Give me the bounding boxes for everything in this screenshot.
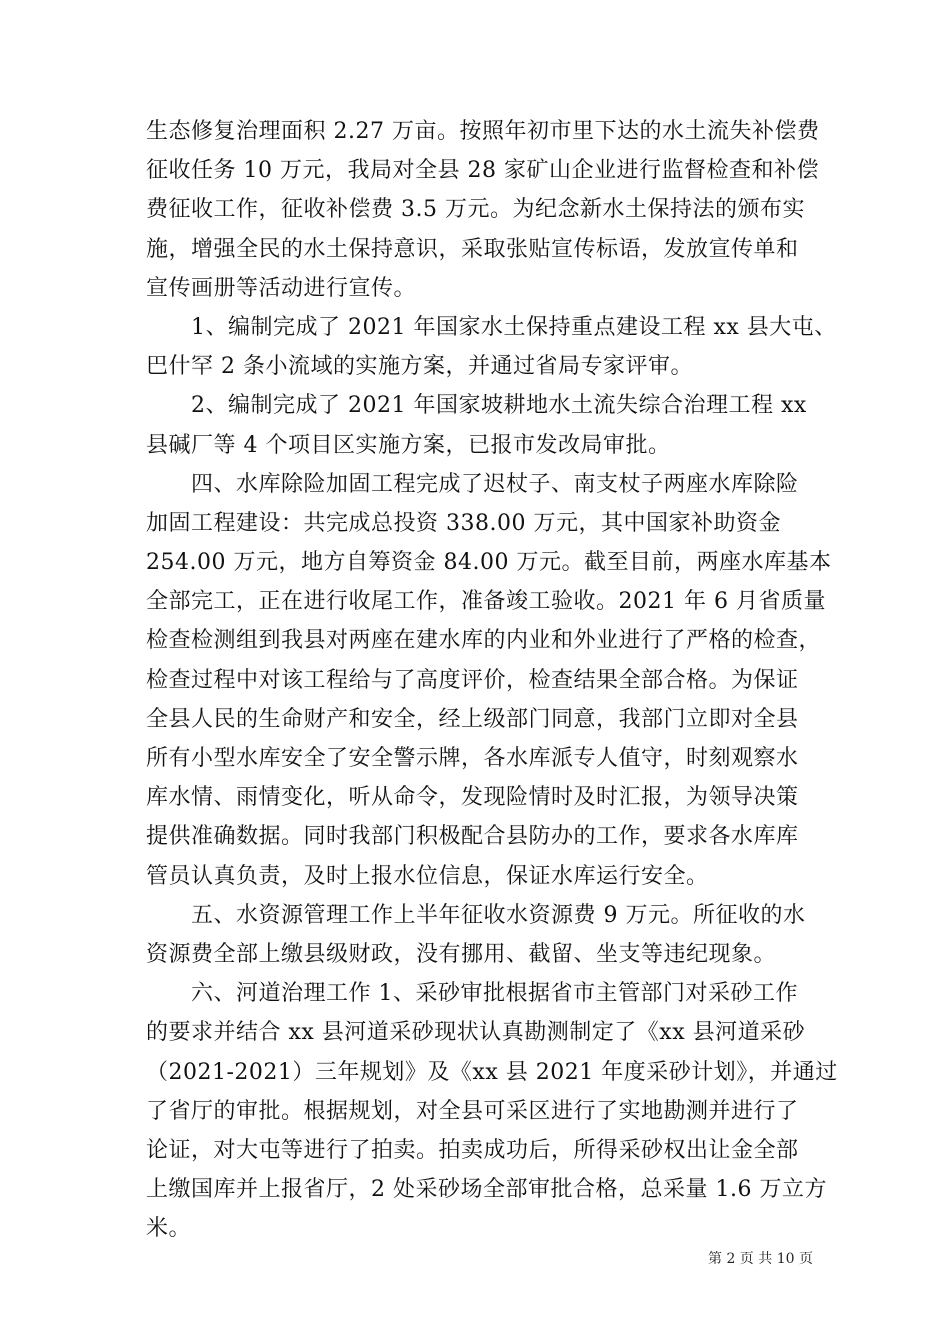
text-line: 巴什罕 2 条小流域的实施方案，并通过省局专家评审。 [146, 354, 693, 380]
text-line: 生态修复治理面积 2.27 万亩。按照年初市里下达的水土流失补偿费 [146, 119, 820, 144]
text-line: 全部完工，正在进行收尾工作，准备竣工验收。2021 年 6 月省质量 [146, 589, 826, 615]
text-line: 六、河道治理工作 1、采砂审批根据省市主管部门对采砂工作 [146, 981, 798, 1007]
text-line: 检查过程中对该工程给与了高度评价，检查结果全部合格。为保证 [146, 667, 799, 693]
text-line: 1、编制完成了 2021 年国家水土保持重点建设工程 xx 县大屯、 [146, 314, 837, 340]
text-line: 提供准确数据。同时我部门积极配合县防办的工作，要求各水库库 [146, 824, 799, 850]
text-line: 2、编制完成了 2021 年国家坡耕地水土流失综合治理工程 xx [146, 393, 807, 419]
text-line: 费征收工作，征收补偿费 3.5 万元。为纪念新水土保持法的颁布实 [146, 197, 805, 223]
text-line: 全县人民的生命财产和安全，经上级部门同意，我部门立即对全县 [146, 706, 799, 732]
text-line: 宣传画册等活动进行宣传。 [146, 275, 417, 301]
text-line: 的要求并结合 xx 县河道采砂现状认真勘测制定了《xx 县河道采砂 [146, 1020, 806, 1046]
text-line: 加固工程建设：共完成总投资 338.00 万元，其中国家补助资金 [146, 510, 781, 536]
text-line: 施，增强全民的水土保持意识，采取张贴宣传标语，发放宣传单和 [146, 236, 799, 262]
document-body [146, 112, 838, 1248]
text-line: 检查检测组到我县对两座在建水库的内业和外业进行了严格的检查， [146, 628, 822, 654]
text-line: 了省厅的审批。根据规划，对全县可采区进行了实地勘测并进行了 [146, 1098, 799, 1124]
text-line: 征收任务 10 万元，我局对全县 28 家矿山企业进行监督检查和补偿 [146, 158, 819, 184]
text-line: 库水情、雨情变化，听从命令，发现险情时及时汇报，为领导决策 [146, 785, 799, 811]
text-line: 管员认真负责，及时上报水位信息，保证水库运行安全。 [146, 863, 709, 889]
text-line: （2021-2021）三年规划》及《xx 县 2021 年度采砂计划》，并通过 [146, 1059, 838, 1085]
text-line: 资源费全部上缴县级财政，没有挪用、截留、坐支等违纪现象。 [146, 941, 777, 967]
page-number-footer: 第 2 页 共 10 页 [708, 1251, 813, 1267]
text-line: 论证，对大屯等进行了拍卖。拍卖成功后，所得采砂权出让金全部 [146, 1137, 799, 1163]
text-line: 所有小型水库安全了安全警示牌，各水库派专人值守，时刻观察水 [146, 746, 799, 771]
text-line: 四、水库除险加固工程完成了迟杖子、南支杖子两座水库除险 [146, 471, 799, 497]
text-line: 254.00 万元，地方自筹资金 84.00 万元。截至目前，两座水库基本 [146, 550, 832, 576]
text-line: 米。 [146, 1216, 192, 1242]
text-line: 上缴国库并上报省厅，2 处采砂场全部审批合格，总采量 1.6 万立方 [146, 1177, 827, 1203]
text-line: 县碱厂等 4 个项目区实施方案，已报市发改局审批。 [146, 432, 671, 458]
text-line: 五、水资源管理工作上半年征收水资源费 9 万元。所征收的水 [146, 902, 806, 928]
